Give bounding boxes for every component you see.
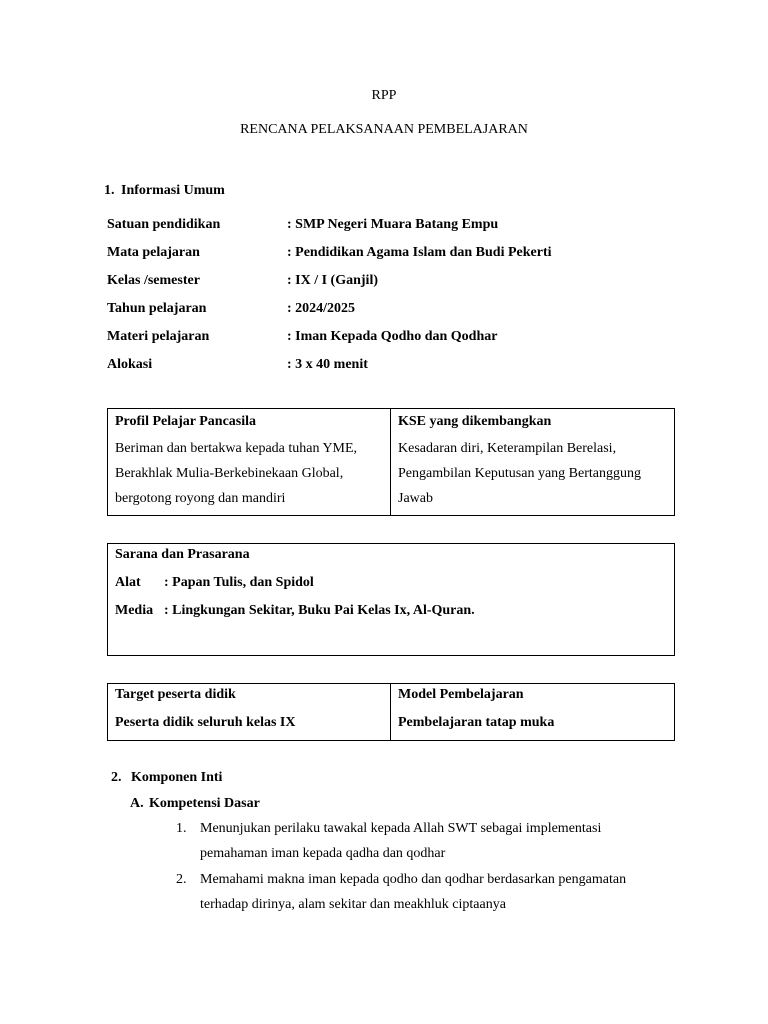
table-divider: [390, 409, 391, 515]
section2-number: 2.: [111, 770, 122, 785]
info-value-satuan: : SMP Negeri Muara Batang Empu: [287, 217, 499, 232]
list-item-line: Memahami makna iman kepada qodho dan qodhar berdasarkan pengamatan: [200, 872, 627, 887]
section2-title: Komponen Inti: [131, 770, 223, 785]
table-divider: [390, 684, 391, 740]
info-label-mapel: Mata pelajaran: [107, 245, 200, 260]
model-value: Pembelajaran tatap muka: [398, 715, 555, 730]
info-label-kelas: Kelas /semester: [107, 273, 200, 288]
sarana-header: Sarana dan Prasarana: [115, 547, 250, 562]
target-model-table: [107, 683, 675, 741]
doc-title: RPP: [371, 88, 397, 103]
subsection-title: Kompetensi Dasar: [149, 796, 260, 811]
target-header: Target peserta didik: [115, 687, 236, 702]
section1-number: 1.: [104, 183, 115, 198]
info-label-tahun: Tahun pelajaran: [107, 301, 207, 316]
kse-line-3: Jawab: [398, 491, 433, 506]
info-value-kelas: : IX / I (Ganjil): [287, 273, 378, 288]
media-label: Media: [115, 603, 154, 618]
sarana-table: [107, 543, 675, 656]
profil-header: Profil Pelajar Pancasila: [115, 414, 257, 429]
profil-line-3: bergotong royong dan mandiri: [115, 491, 286, 506]
list-item-number: 1.: [176, 821, 187, 836]
kse-line-1: Kesadaran diri, Keterampilan Berelasi,: [398, 441, 617, 456]
profil-line-2: Berakhlak Mulia-Berkebinekaan Global,: [115, 466, 344, 481]
doc-subtitle: RENCANA PELAKSANAAN PEMBELAJARAN: [240, 122, 528, 137]
target-value: Peserta didik seluruh kelas IX: [115, 715, 296, 730]
info-label-materi: Materi pelajaran: [107, 329, 210, 344]
profil-line-1: Beriman dan bertakwa kepada tuhan YME,: [115, 441, 358, 456]
info-value-materi: : Iman Kepada Qodho dan Qodhar: [287, 329, 498, 344]
kse-line-2: Pengambilan Keputusan yang Bertanggung: [398, 466, 642, 481]
list-item-line: Menunjukan perilaku tawakal kepada Allah SWT sebagai implementasi: [200, 821, 602, 836]
model-header: Model Pembelajaran: [398, 687, 524, 702]
info-value-mapel: : Pendidikan Agama Islam dan Budi Pekerti: [287, 245, 552, 260]
list-item-number: 2.: [176, 872, 187, 887]
info-value-alokasi: : 3 x 40 menit: [287, 357, 368, 372]
info-value-tahun: : 2024/2025: [287, 301, 356, 316]
section1-title: Informasi Umum: [121, 183, 225, 198]
info-label-satuan: Satuan pendidikan: [107, 217, 221, 232]
subsection-letter: A.: [130, 796, 144, 811]
info-label-alokasi: Alokasi: [107, 357, 153, 372]
alat-label: Alat: [115, 575, 141, 590]
profil-kse-table: [107, 408, 675, 516]
kse-header: KSE yang dikembangkan: [398, 414, 552, 429]
alat-value: : Papan Tulis, dan Spidol: [164, 575, 314, 590]
list-item-line: pemahaman iman kepada qadha dan qodhar: [200, 846, 446, 861]
media-value: : Lingkungan Sekitar, Buku Pai Kelas Ix, Al-Quran.: [164, 603, 475, 618]
list-item-line: terhadap dirinya, alam sekitar dan meakhluk ciptaanya: [200, 897, 506, 912]
